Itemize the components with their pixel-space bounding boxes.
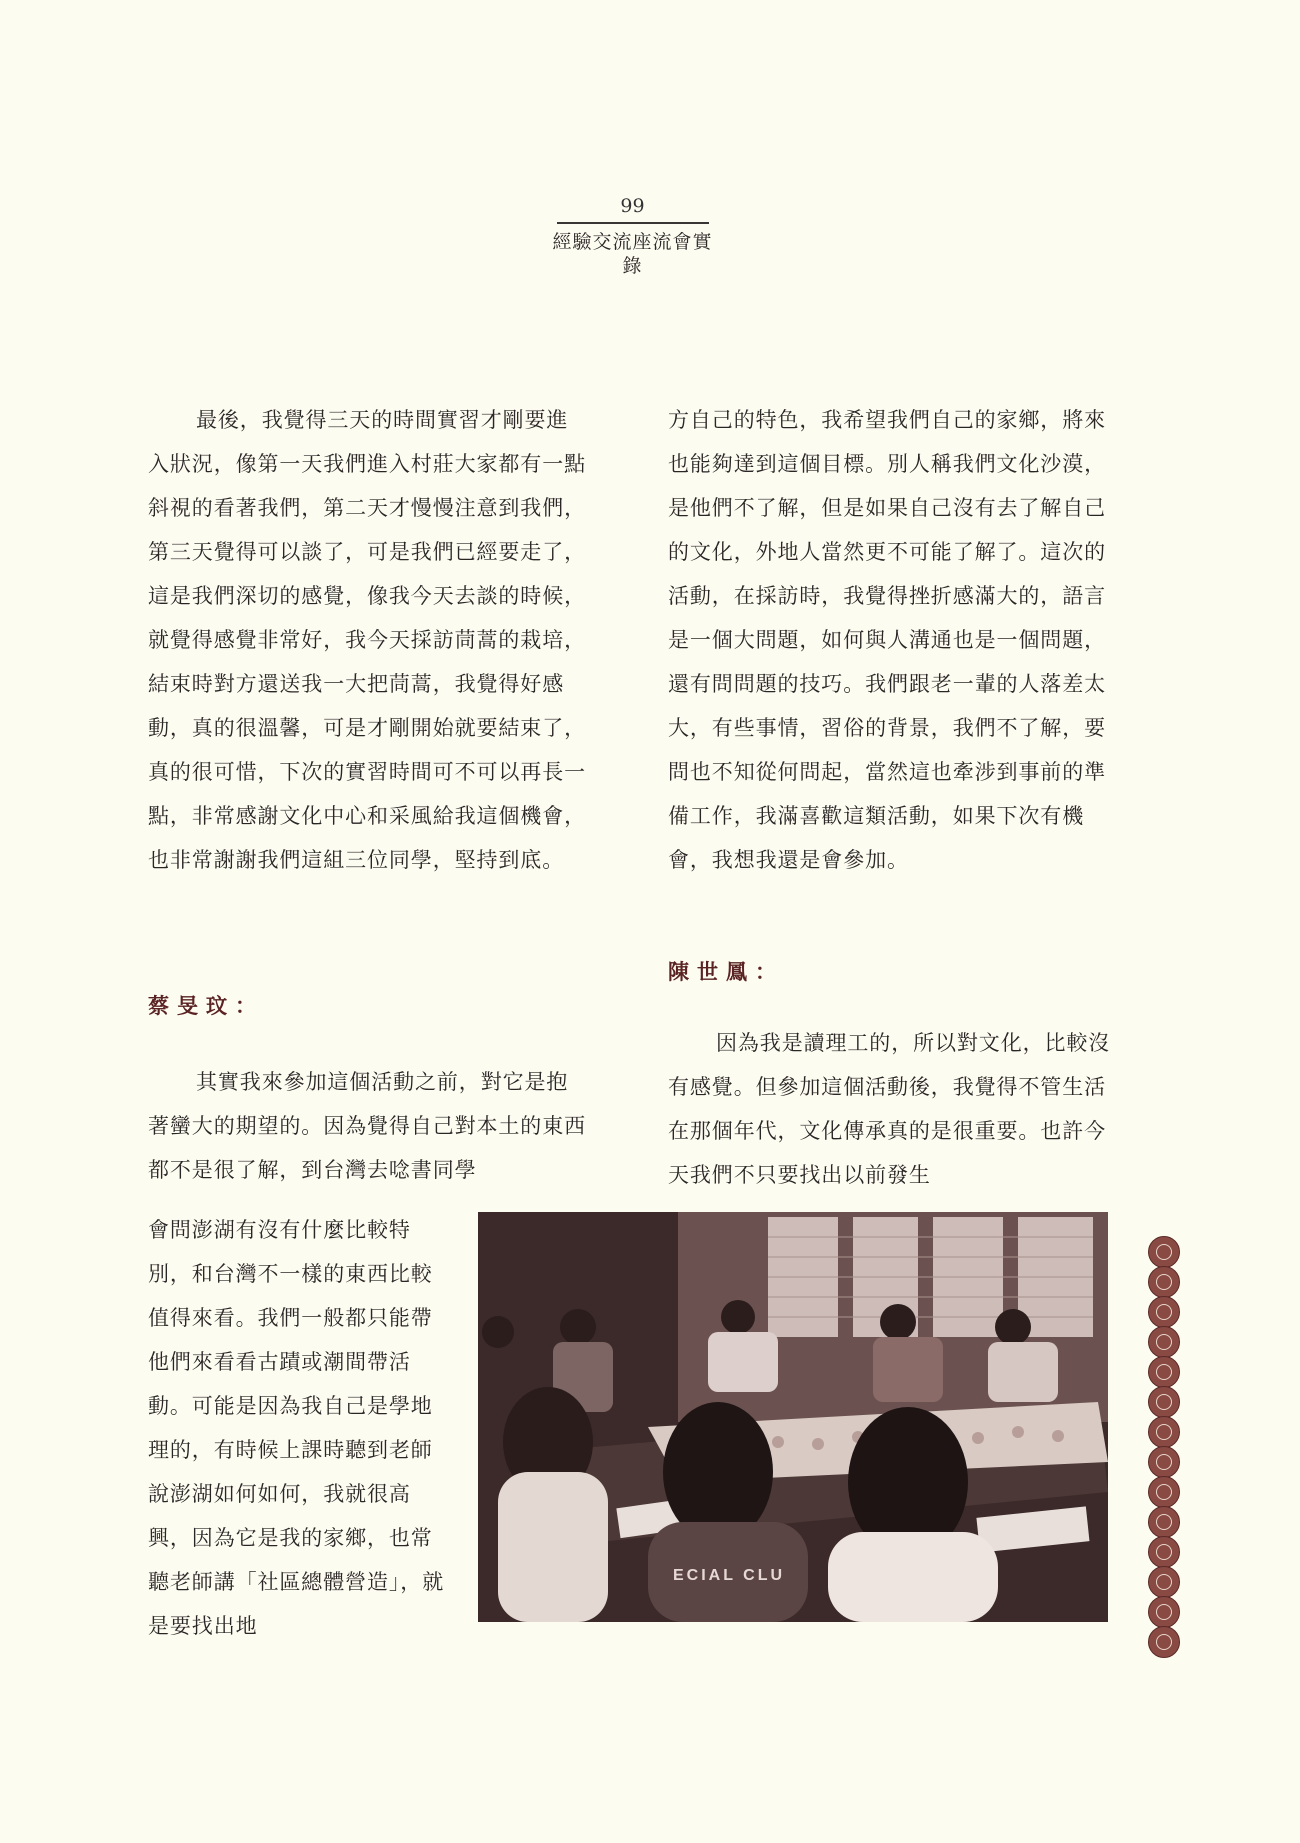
page-number: 99 [620, 195, 645, 217]
speaker-name-left: 蔡旻玟： [148, 994, 264, 1018]
paragraph-text: 其實我來參加這個活動之前，對它是抱著蠻大的期望的。因為覺得自己對本土的東西都不是很了解，到台灣去唸書同學 [148, 1070, 586, 1182]
paragraph-text: 最後，我覺得三天的時間實習才剛要進入狀況，像第一天我們進入村莊大家都有一點斜視的看著我們，第二天才慢慢注意到我們，第三天覺得可以談了，可是我們已經要走了，這是我們深切的感覺，像我今天去談的時候，就覺得感覺非常好，我今天採訪茼蒿的栽培，結束時對方還送我一大把茼蒿，我覺得好感動，真的很溫馨，可是才剛開始就要結束了，真的很可惜，下次的實習時間可不可以再長一點，非常感謝文化中心和采風給我這個機會，也非常謝謝我們這組三位同學，堅持到底。 [148, 408, 586, 872]
paragraph-text: 因為我是讀理工的，所以對文化，比較沒有感覺。但參加這個活動後，我覺得不管生活在那個年代，文化傳承真的是很重要。也許今天我們不只要找出以前發生 [668, 1031, 1111, 1187]
ornament-medallion-icon [1148, 1356, 1180, 1388]
ornament-medallion-icon [1148, 1446, 1180, 1478]
ornament-medallion-icon [1148, 1236, 1180, 1268]
ornament-medallion-icon [1148, 1596, 1180, 1628]
ornament-medallion-icon [1148, 1266, 1180, 1298]
right-column-paragraph-2 [668, 1021, 1113, 1197]
header-rule [557, 222, 709, 224]
left-column-paragraph-1 [148, 398, 588, 882]
left-column-paragraph-2 [148, 1060, 588, 1192]
ornament-medallion-icon [1148, 1506, 1180, 1538]
section-title: 經驗交流座流會實錄 [552, 231, 713, 277]
ornament-medallion-icon [1148, 1566, 1180, 1598]
meeting-photo-illustration [478, 1212, 1108, 1622]
ornament-medallion-icon [1148, 1536, 1180, 1568]
page-header [550, 194, 715, 278]
decorative-border-ornament [1148, 1236, 1180, 1656]
ornament-medallion-icon [1148, 1296, 1180, 1328]
ornament-medallion-icon [1148, 1386, 1180, 1418]
ornament-medallion-icon [1148, 1326, 1180, 1358]
left-column-wrapped-text [148, 1208, 448, 1648]
speaker-name-right: 陳世鳳： [668, 960, 784, 984]
paragraph-text: 會問澎湖有沒有什麼比較特別，和台灣不一樣的東西比較值得來看。我們一般都只能帶他們來看看古蹟或潮間帶活動。可能是因為我自己是學地理的，有時候上課時聽到老師說澎湖如何如何，我就很高興，因為它是我的家鄉，也常聽老師講「社區總體營造」，就是要找出地 [148, 1218, 445, 1638]
ornament-medallion-icon [1148, 1626, 1180, 1658]
right-column-paragraph-1 [668, 398, 1113, 882]
meeting-photo [478, 1212, 1108, 1622]
shirt-print-text: ECIAL CLU [673, 1567, 786, 1584]
ornament-medallion-icon [1148, 1416, 1180, 1448]
paragraph-text: 方自己的特色，我希望我們自己的家鄉，將來也能夠達到這個目標。別人稱我們文化沙漠，是他們不了解，但是如果自己沒有去了解自己的文化，外地人當然更不可能了解了。這次的活動，在採訪時，我覺得挫折感滿大的，語言是一個大問題，如何與人溝通也是一個問題，還有問問題的技巧。我們跟老一輩的人落差太大，有些事情，習俗的背景，我們不了解，要問也不知從何問起，當然這也牽涉到事前的準備工作，我滿喜歡這類活動，如果下次有機會，我想我還是會參加。 [668, 408, 1106, 872]
ornament-medallion-icon [1148, 1476, 1180, 1508]
